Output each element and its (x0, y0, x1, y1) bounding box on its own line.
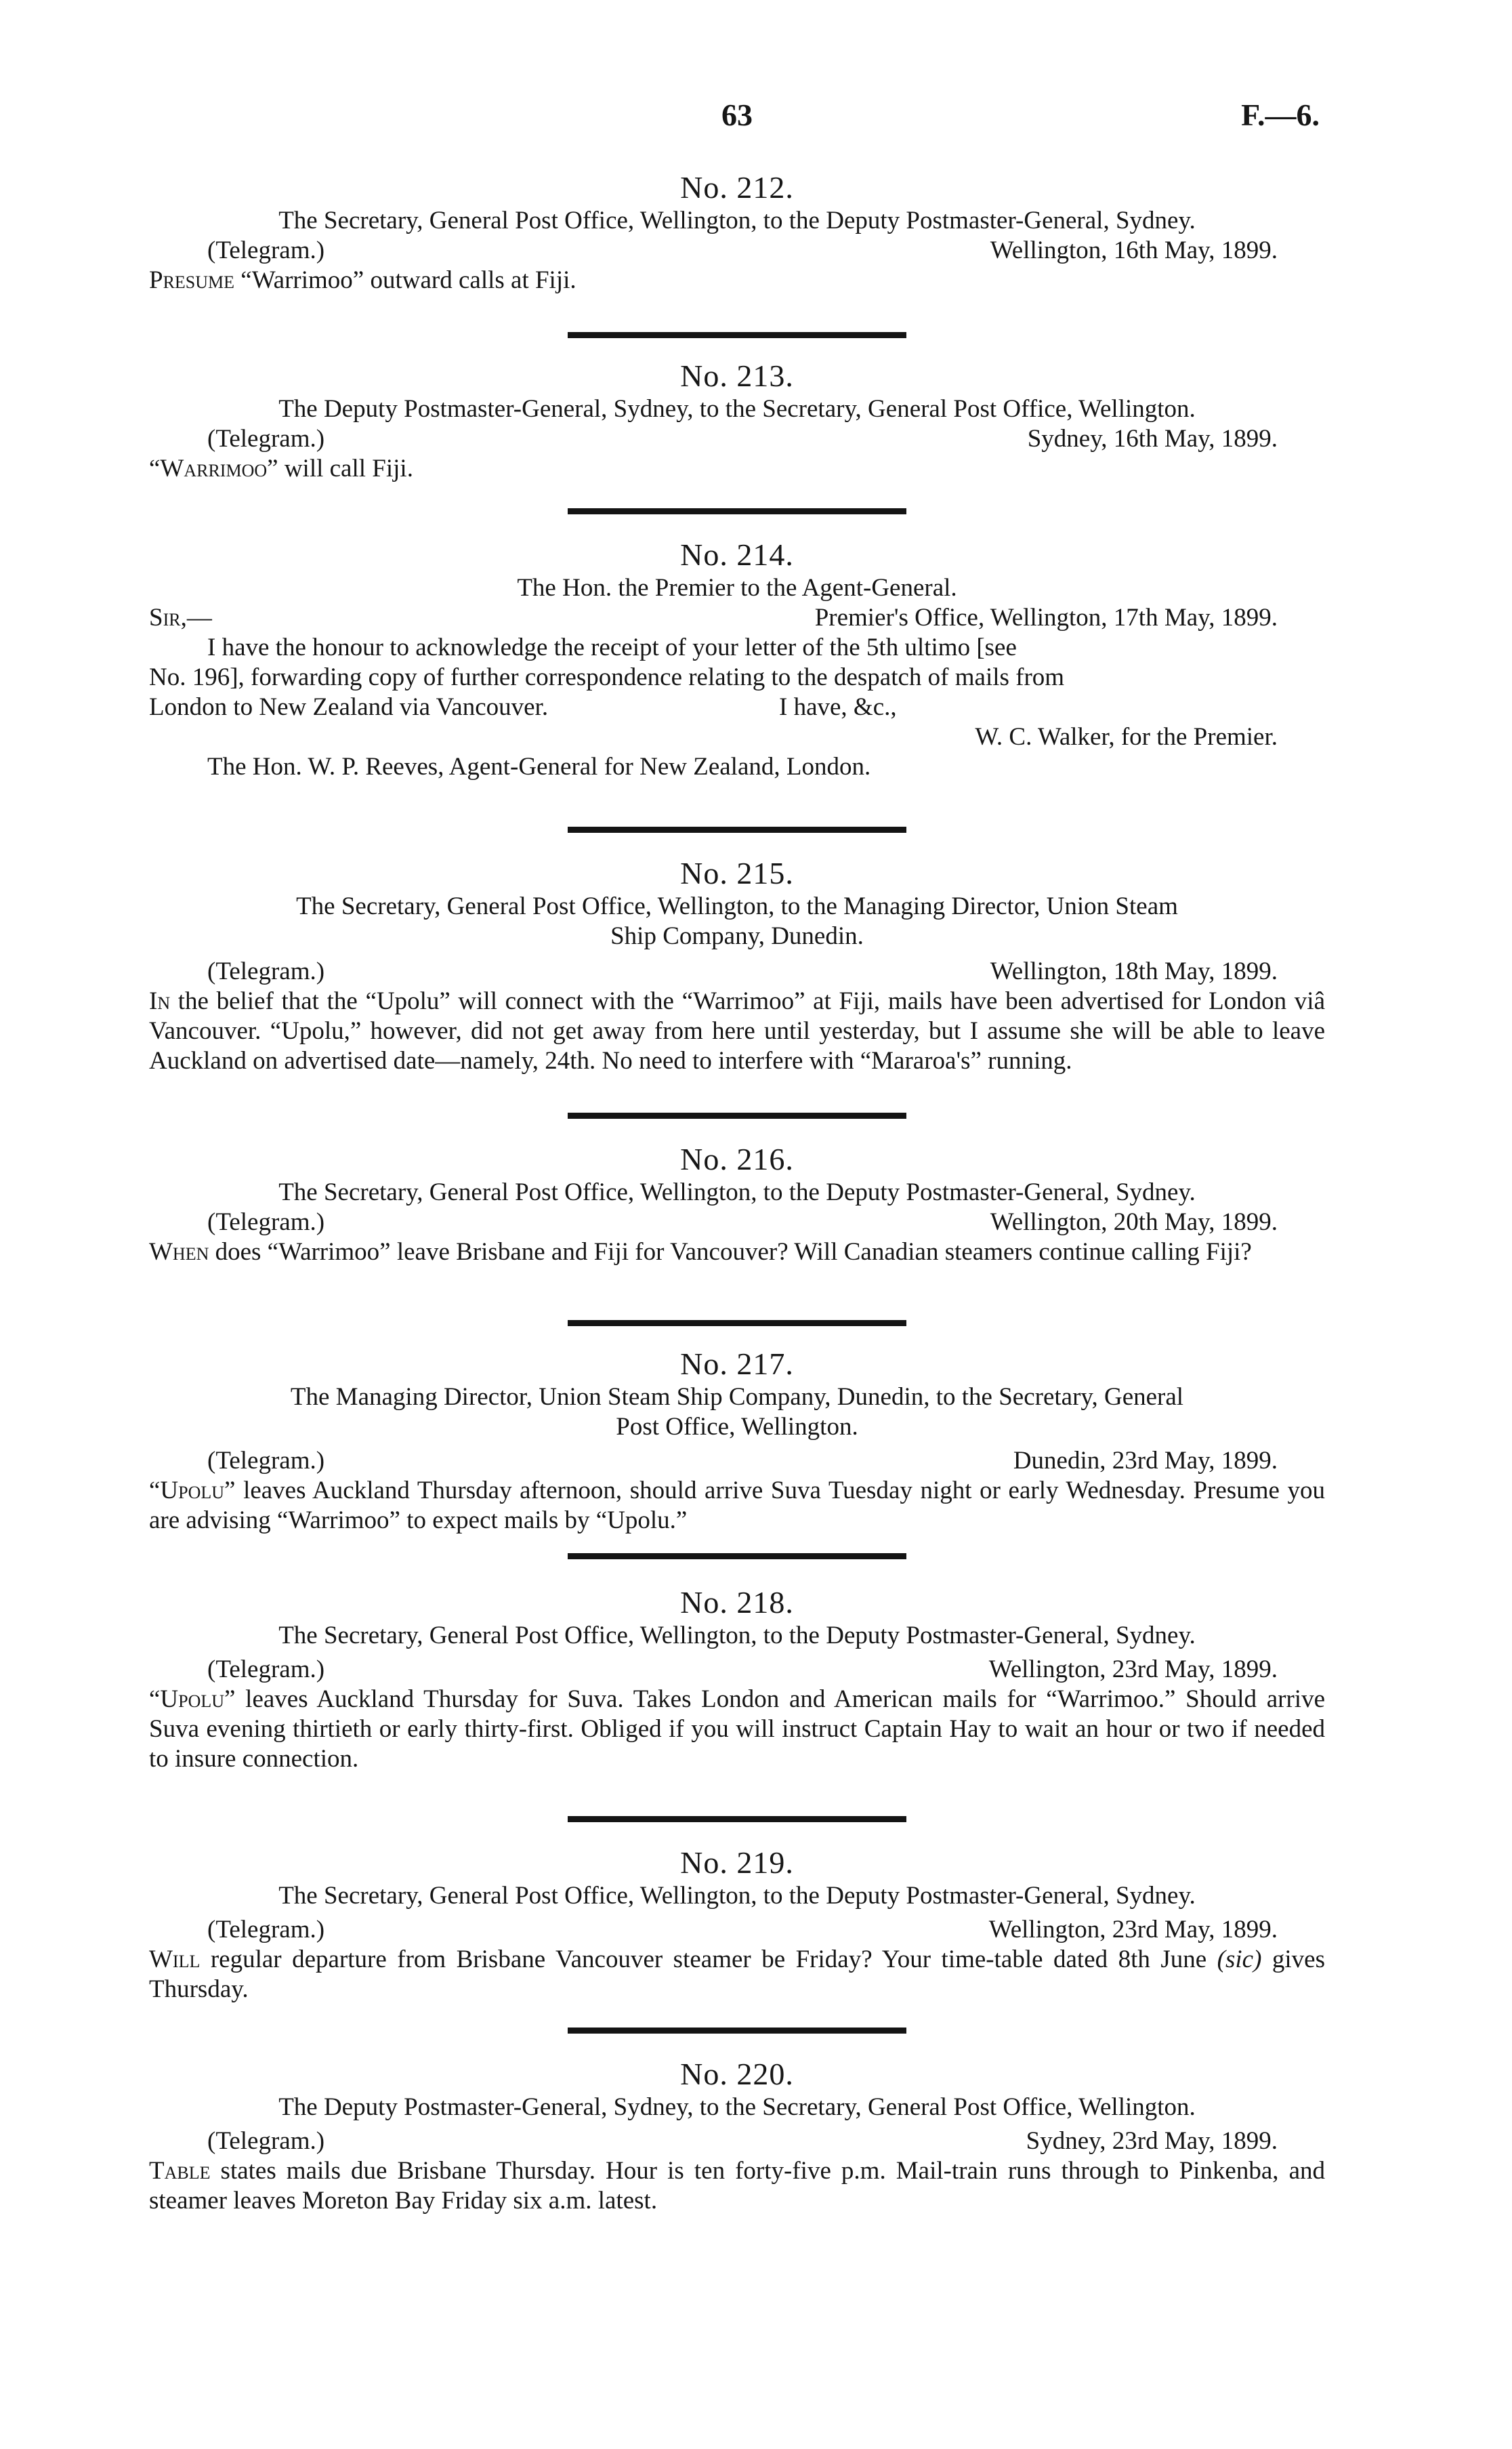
entry-body: Will regular departure from Brisbane Vancouver steamer be Friday? Your time-table dated 8th June (sic) gives Thursday. (149, 1946, 1326, 2003)
dateline: Wellington, 18th May, 1899. (990, 958, 1278, 985)
telegram-label: (Telegram.) (207, 236, 325, 264)
telegram-line (149, 957, 1325, 987)
letter-line: No. 196], forwarding copy of further correspondence relating to the despatch of mails from (149, 663, 1065, 691)
telegram-line (149, 2126, 1325, 2156)
entry-body: “Upolu” leaves Auckland Thursday afternoon, should arrive Suva Tuesday night or early Wednesday. Presume you are advising “Warrimoo” to expect mails by “Upolu.” (149, 1477, 1325, 1534)
entry-heading: The Deputy Postmaster-General, Sydney, to the Secretary, General Post Office, Wellington. (278, 395, 1196, 423)
entry-213 (149, 358, 1325, 484)
entry-214 (149, 537, 1325, 782)
section-rule (568, 1113, 906, 1119)
telegram-label: (Telegram.) (207, 1447, 325, 1475)
entry-body: When does “Warrimoo” leave Brisbane and Fiji for Vancouver? Will Canadian steamers continue calling Fiji? (149, 1238, 1252, 1266)
entry-number: No. 219. (680, 1845, 794, 1880)
entry-heading: The Secretary, General Post Office, Wellington, to the Deputy Postmaster-General, Sydney. (278, 1622, 1196, 1649)
entry-body: “Upolu” leaves Auckland Thursday for Suva. Takes London and American mails for “Warrimoo.” Should arrive Suva evening thirtieth or early thirty-first. Obliged if you will instruct Captain Hay to wait an hour or two if needed to insure connection. (149, 1685, 1325, 1773)
dateline: Premier's Office, Wellington, 17th May, 1899. (814, 604, 1278, 632)
entry-body: In the belief that the “Upolu” will connect with the “Warrimoo” at Fiji, mails have been advertised for London viâ Vancouver. “Upolu,” however, did not get away from here until yesterday, but I assume she will be able to leave Auckland on advertised date—namely, 24th. No need to interfere with “Mararoa's” running. (149, 987, 1326, 1075)
page-header (149, 100, 1325, 141)
entry-number: No. 213. (680, 358, 794, 393)
telegram-line (149, 424, 1325, 454)
entry-heading: Ship Company, Dunedin. (610, 922, 864, 950)
entry-body: Presume “Warrimoo” outward calls at Fiji. (149, 266, 576, 294)
entry-number: No. 214. (680, 537, 794, 572)
telegram-line (149, 1208, 1325, 1237)
salutation: Sir,— (149, 604, 212, 632)
section-rule (568, 1320, 906, 1326)
dateline: Wellington, 23rd May, 1899. (988, 1655, 1278, 1683)
telegram-label: (Telegram.) (207, 425, 325, 453)
dateline: Wellington, 16th May, 1899. (990, 236, 1278, 264)
entry-215 (149, 855, 1325, 1076)
section-rule (568, 827, 906, 833)
entry-body: “Warrimoo” will call Fiji. (149, 455, 413, 482)
telegram-line (149, 1446, 1325, 1476)
entry-number: No. 216. (680, 1142, 794, 1176)
entry-heading: The Deputy Postmaster-General, Sydney, to the Secretary, General Post Office, Wellington. (278, 2093, 1196, 2121)
entry-212 (149, 169, 1325, 295)
entry-heading: The Secretary, General Post Office, Wellington, to the Deputy Postmaster-General, Sydney. (278, 1882, 1196, 1910)
telegram-label: (Telegram.) (207, 1655, 325, 1683)
telegram-label: (Telegram.) (207, 1208, 325, 1236)
addressee: The Hon. W. P. Reeves, Agent-General for New Zealand, London. (207, 753, 871, 781)
section-rule (568, 1553, 906, 1559)
page-number: 63 (721, 98, 753, 132)
dateline: Dunedin, 23rd May, 1899. (1013, 1447, 1278, 1475)
telegram-line (149, 1655, 1325, 1685)
entry-220 (149, 2056, 1325, 2216)
telegram-line (149, 1915, 1325, 1945)
entry-219 (149, 1845, 1325, 2004)
signature: W. C. Walker, for the Premier. (975, 723, 1278, 751)
dateline: Wellington, 23rd May, 1899. (988, 1916, 1278, 1943)
entry-number: No. 212. (680, 170, 794, 205)
section-rule (568, 2028, 906, 2034)
closing: I have, &c., (779, 693, 897, 721)
section-code: F.—6. (1241, 98, 1320, 132)
section-rule (568, 332, 906, 338)
letter-closing-line (149, 693, 1325, 722)
section-rule (568, 508, 906, 514)
entry-number: No. 215. (680, 856, 794, 890)
entry-body: Table states mails due Brisbane Thursday. Hour is ten forty-five p.m. Mail-train runs through to Pinkenba, and steamer leaves Moreton Bay Friday six a.m. latest. (149, 2157, 1326, 2215)
entry-number: No. 217. (680, 1346, 794, 1381)
entry-216 (149, 1141, 1325, 1267)
letter-line: London to New Zealand via Vancouver. (149, 693, 549, 721)
entry-217 (149, 1346, 1325, 1536)
entry-heading: Post Office, Wellington. (616, 1413, 858, 1441)
entry-218 (149, 1584, 1325, 1774)
section-rule (568, 1816, 906, 1822)
telegram-line (149, 236, 1325, 266)
letter-line: I have the honour to acknowledge the receipt of your letter of the 5th ultimo [see (207, 634, 1017, 661)
entry-heading: The Hon. the Premier to the Agent-General. (517, 574, 957, 602)
dateline: Wellington, 20th May, 1899. (990, 1208, 1278, 1236)
entry-number: No. 218. (680, 1585, 794, 1620)
entry-number: No. 220. (680, 2057, 794, 2091)
dateline: Sydney, 23rd May, 1899. (1026, 2127, 1278, 2155)
entry-heading: The Managing Director, Union Steam Ship Company, Dunedin, to the Secretary, General (290, 1383, 1184, 1411)
dateline: Sydney, 16th May, 1899. (1027, 425, 1278, 453)
telegram-label: (Telegram.) (207, 958, 325, 985)
salutation-line (149, 603, 1325, 633)
entry-heading: The Secretary, General Post Office, Wellington, to the Deputy Postmaster-General, Sydney. (278, 207, 1196, 234)
telegram-label: (Telegram.) (207, 2127, 325, 2155)
entry-heading: The Secretary, General Post Office, Wellington, to the Deputy Postmaster-General, Sydney. (278, 1178, 1196, 1206)
entry-heading: The Secretary, General Post Office, Wellington, to the Managing Director, Union Steam (296, 892, 1178, 920)
telegram-label: (Telegram.) (207, 1916, 325, 1943)
